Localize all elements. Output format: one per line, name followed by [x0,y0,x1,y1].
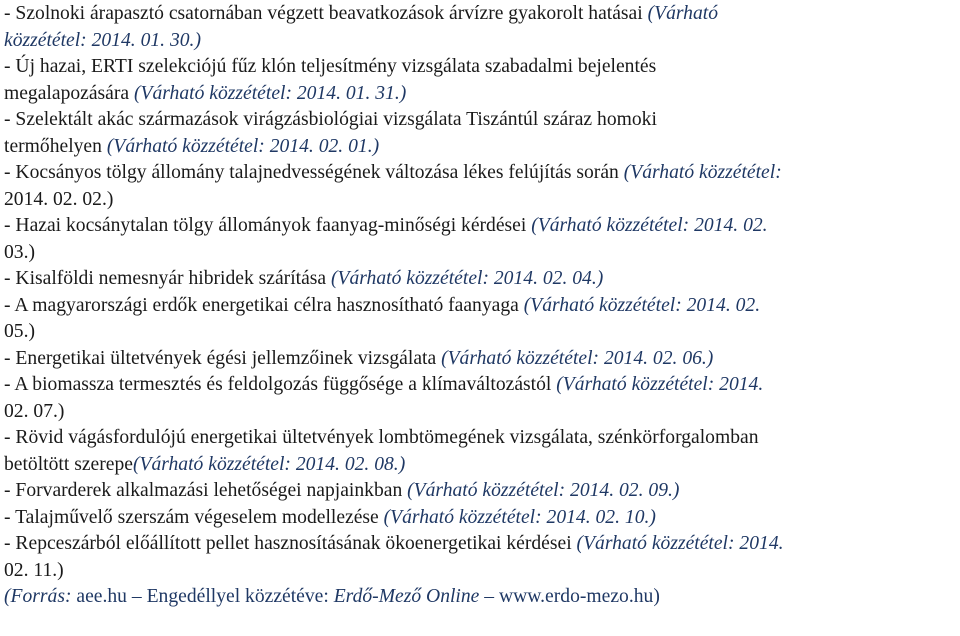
list-item [4,531,956,558]
item-text: - Új hazai, ERTI szelekciójú fűz klón teljesítmény vizsgálata szabadalmi bejelentés [4,56,657,77]
list-item-continuation [4,319,956,346]
item-text: megalapozására [4,82,134,104]
publication-date: (Várható közzététel: 2014. 02. 09.) [407,480,680,501]
list-item [4,213,956,240]
list-item [4,505,956,532]
publication-date: 02. 07.) [4,400,65,422]
source-credit [4,584,956,611]
publication-date: (Várható közzététel: 2014. 02. 04.) [331,268,604,289]
list-item-continuation [4,452,956,479]
publication-date: (Várható közzététel: 2014. 02. 08.) [132,453,406,475]
list-item-continuation [4,81,956,108]
list-item [4,372,956,399]
publication-date: (Várható közzététel: [623,162,782,183]
list-item-continuation [4,28,956,55]
publication-date: 05.) [4,321,36,342]
list-item [4,478,956,505]
item-text: betöltött szerepe [4,453,133,475]
list-item-continuation [4,240,956,267]
publication-date: közzététel: 2014. 01. 30.) [4,29,201,51]
publication-date: 03.) [4,241,36,263]
source-dash: – [479,586,499,607]
item-text: - Szelektált akác származások virágzásbiológiai vizsgálata Tiszántúl száraz homoki [4,109,657,130]
publication-date: 02. 11.) [4,559,64,581]
item-text: - Kocsányos tölgy állomány talajnedvességének változása lékes felújítás során [4,162,624,183]
item-text: - A biomassza termesztés és feldolgozás függősége a klímaváltozástól [4,374,557,395]
item-text: - Szolnoki árapasztó csatornában végzett beavatkozások árvízre gyakorolt hatásai [4,3,648,24]
publication-date: (Várható közzététel: 2014. 02. [523,294,761,316]
source-suffix: ) [653,586,660,607]
item-text: - Hazai kocsánytalan tölgy állományok faanyag-minőségi kérdései [4,215,532,236]
publication-date: (Várható [647,3,719,24]
list-item-continuation [4,134,956,161]
list-item [4,266,956,293]
list-item-continuation [4,187,956,214]
item-text: termőhelyen [4,135,107,157]
list-item [4,293,956,320]
publication-date: 2014. 02. 02.) [4,188,114,210]
item-text: - Talajművelő szerszám végeselem modellezése [4,506,384,528]
list-item-continuation [4,399,956,426]
item-text: - Energetikai ültetvények égési jellemzőinek vizsgálata [4,347,442,369]
item-text: - Kisalföldi nemesnyár hibridek szárítása [4,268,331,289]
publication-date: (Várható közzététel: 2014. [556,374,764,395]
publication-date: (Várható közzététel: 2014. 02. 01.) [106,135,380,157]
item-text: - Rövid vágásfordulójú energetikai ültetvények lombtömegének vizsgálata, szénkörforgalomban [4,427,759,448]
list-item-continuation [4,558,956,585]
item-text: - A magyarországi erdők energetikai célra hasznosítható faanyaga [4,294,524,316]
publication-date: (Várható közzététel: 2014. 02. [531,215,768,236]
list-item [4,425,956,452]
publication-date: (Várható közzététel: 2014. 01. 31.) [134,82,407,104]
source-link-erdo-mezo[interactable]: www.erdo-mezo.hu [498,586,654,607]
item-text: - Repceszárból előállított pellet hasznosításának ökoenergetikai kérdései [4,533,577,554]
source-link-aee[interactable]: aee.hu [76,586,127,607]
list-item [4,160,956,187]
list-item [4,1,956,28]
publication-date: (Várható közzététel: 2014. [576,533,784,554]
publication-date: (Várható közzététel: 2014. 02. 10.) [383,506,656,528]
list-item [4,54,956,81]
list-item [4,346,956,373]
source-prefix: (Forrás: [4,586,77,607]
list-item [4,107,956,134]
publication-date: (Várható közzététel: 2014. 02. 06.) [441,347,714,369]
item-text: - Forvarderek alkalmazási lehetőségei napjainkban [4,480,408,501]
publisher-name: Erdő-Mező Online [333,586,480,607]
source-permission-text: – Engedéllyel közzétéve: [126,586,334,607]
